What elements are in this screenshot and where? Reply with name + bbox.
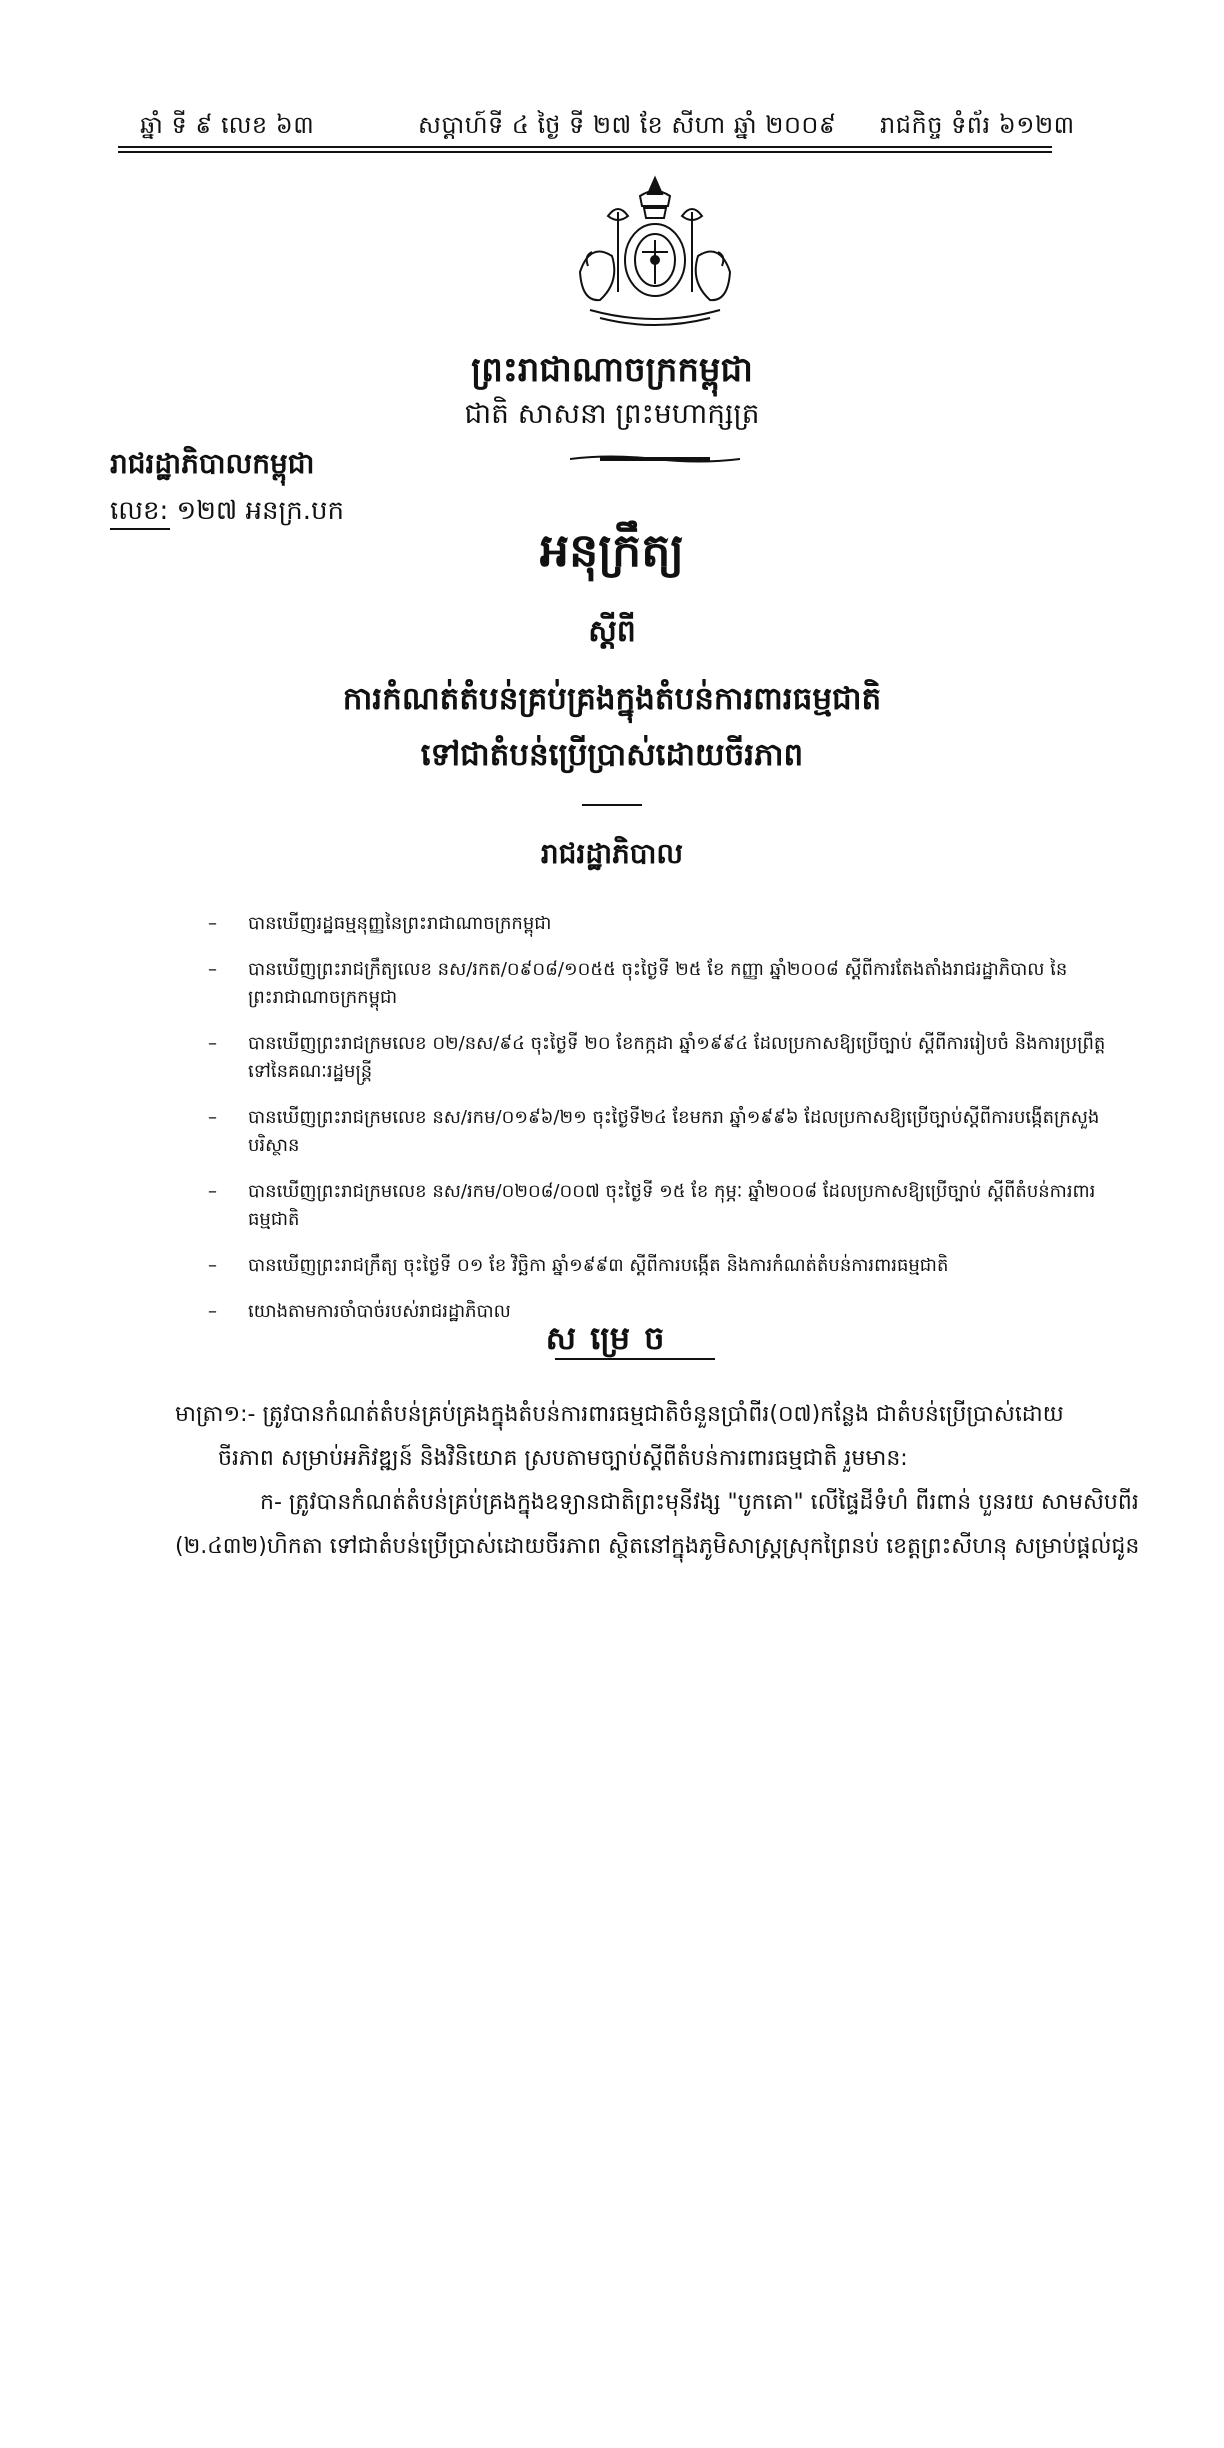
- list-item: – បានឃើញព្រះរាជក្រមលេខ នស/រកម/០២០៨/០០៧ ចុះថ្ងៃទី ១៥ ខែ កុម្ភៈ ឆ្នាំ២០០៨ ដែលប្រកាសឱ្យប្រើច្បាប់ ស្តីពីតំបន់ការពារធម្មជាតិ: [208, 1181, 1096, 1230]
- decision-heading-underline: [555, 1358, 715, 1360]
- article-1-line-2: ចីរភាព សម្រាប់អភិវឌ្ឍន៍ និងវិនិយោគ ស្របតាមច្បាប់ស្តីពីតំបន់ការពារធម្មជាតិ រួមមាន:: [218, 1446, 908, 1471]
- national-motto: ជាតិ សាសនា ព្រះមហាក្សត្រ: [464, 397, 760, 430]
- kingdom-name: ព្រះរាជាណាចក្រកម្ពុជា: [471, 350, 753, 390]
- ornament-divider-icon: [570, 452, 740, 466]
- reference-text: បានឃើញរដ្ឋធម្មនុញ្ញនៃព្រះរាជាណាចក្រកម្ពុជា: [248, 913, 552, 934]
- list-item: – បានឃើញព្រះរាជក្រមលេខ ០២/នស/៩៤ ចុះថ្ងៃទី ២០ ខែកក្កដា ឆ្នាំ១៩៩៤ ដែលប្រកាសឱ្យប្រើច្បាប់ ស្តីពីការរៀបចំ និងការប្រព្រឹត្តទៅនៃគណៈរដ្ឋមន្ត្រី: [208, 1033, 1106, 1082]
- reference-text: បានឃើញព្រះរាជក្រឹត្យ ចុះថ្ងៃទី ០១ ខែ វិច្ឆិកា ឆ្នាំ១៩៩៣ ស្តីពីការបង្កើត និងការកំណត់តំបន់ការពារធម្មជាតិ: [248, 1255, 949, 1276]
- document-number: លេខ: ១២៧ អនក្រ.បក: [110, 496, 345, 526]
- list-item: – បានឃើញព្រះរាជក្រមលេខ នស/រកម/០១៩៦/២១ ចុះថ្ងៃទី២៤ ខែមករា ឆ្នាំ១៩៩៦ ដែលប្រកាសឱ្យប្រើច្បាប់ស្តីពីការបង្កើតក្រសួងបរិស្ថាន: [208, 1107, 1100, 1156]
- gazette-date: សប្តាហ៍ទី ៤ ថ្ងៃ ទី ២៧ ខែ សីហា ឆ្នាំ ២០០៩: [418, 111, 837, 139]
- document-title-line-2: ទៅជាតំបន់ប្រើប្រាស់ដោយចីរភាព: [420, 737, 804, 773]
- gazette-page-number: រាជកិច្ច ទំព័រ ៦១២៣: [880, 111, 1075, 139]
- reference-text: យោងតាមការចាំបាច់របស់រាជរដ្ឋាភិបាល: [248, 1301, 511, 1322]
- article-1-line-4: (២.៤៣២)ហិកតា ទៅជាតំបន់ប្រើប្រាស់ដោយចីរភាព ស្ថិតនៅក្នុងភូមិសាស្ត្រស្រុកព្រៃនប់ ខេត្តព្រះសីហនុ សម្រាប់ផ្តល់ជូន: [175, 1534, 1140, 1559]
- reference-text: បានឃើញព្រះរាជក្រមលេខ នស/រកម/០១៩៦/២១ ចុះថ្ងៃទី២៤ ខែមករា ឆ្នាំ១៩៩៦ ដែលប្រកាសឱ្យប្រើច្បាប់ស្តីពីការបង្កើតក្រសួងបរិស្ថាន: [248, 1107, 1100, 1156]
- royal-coat-of-arms-emblem: [560, 172, 750, 332]
- list-item: – យោងតាមការចាំបាច់របស់រាជរដ្ឋាភិបាល: [208, 1301, 511, 1322]
- concerning-label: ស្តីពី: [588, 614, 636, 649]
- reference-text: បានឃើញព្រះរាជក្រមលេខ នស/រកម/០២០៨/០០៧ ចុះថ្ងៃទី ១៥ ខែ កុម្ភៈ ឆ្នាំ២០០៨ ដែលប្រកាសឱ្យប្រើច្បាប់ ស្តីពីតំបន់ការពារធម្មជាតិ: [248, 1181, 1096, 1230]
- header-rule-top: [118, 146, 1052, 148]
- list-item: – បានឃើញរដ្ឋធម្មនុញ្ញនៃព្រះរាជាណាចក្រកម្ពុជា: [208, 913, 552, 934]
- issuer-name: រាជរដ្ឋាភិបាលកម្ពុជា: [110, 447, 315, 480]
- reference-text: បានឃើញព្រះរាជក្រមលេខ ០២/នស/៩៤ ចុះថ្ងៃទី ២០ ខែកក្កដា ឆ្នាំ១៩៩៤ ដែលប្រកាសឱ្យប្រើច្បាប់ ស្តីពីការរៀបចំ និងការប្រព្រឹត្តទៅនៃគណៈរដ្ឋមន្ត្រី: [248, 1033, 1106, 1082]
- article-1-line-3: ក- ត្រូវបានកំណត់តំបន់គ្រប់គ្រងក្នុងឧទ្យានជាតិព្រះមុនីវង្ស "បូកគោ" លើផ្ទៃដីទំហំ ពីរពាន់ បួនរយ សាមសិបពីរ: [260, 1490, 1139, 1515]
- header-rule-bottom: [118, 151, 1052, 153]
- legal-references-list: [208, 910, 1108, 1344]
- gazette-year-issue: ឆ្នាំ ទី ៩ លេខ ៦៣: [140, 111, 315, 139]
- title-divider: [582, 804, 642, 806]
- list-item: – បានឃើញព្រះរាជក្រឹត្យលេខ នស/រកត/០៩០៨/១០៥៥ ចុះថ្ងៃទី ២៥ ខែ កញ្ញា ឆ្នាំ២០០៨ ស្តីពីការតែងតាំងរាជរដ្ឋាភិបាល នៃព្រះរាជាណាចក្រកម្ពុជា: [208, 959, 1068, 1008]
- decision-heading: សម្រេច: [545, 1319, 679, 1357]
- reference-text: បានឃើញព្រះរាជក្រឹត្យលេខ នស/រកត/០៩០៨/១០៥៥ ចុះថ្ងៃទី ២៥ ខែ កញ្ញា ឆ្នាំ២០០៨ ស្តីពីការតែងតាំងរាជរដ្ឋាភិបាល នៃព្រះរាជាណាចក្រកម្ពុជា: [248, 959, 1068, 1008]
- document-type: អនុក្រឹត្យ: [539, 523, 685, 577]
- document-title-line-1: ការកំណត់តំបន់គ្រប់គ្រងក្នុងតំបន់ការពារធម្មជាតិ: [342, 681, 882, 717]
- issuing-body: រាជរដ្ឋាភិបាល: [540, 837, 684, 870]
- article-1-line-1: មាត្រា១:- ត្រូវបានកំណត់តំបន់គ្រប់គ្រងក្នុងតំបន់ការពារធម្មជាតិចំនួនប្រាំពីរ(០៧)កន្លែង ជាតំបន់ប្រើប្រាស់ដោយ: [175, 1402, 1064, 1427]
- list-item: – បានឃើញព្រះរាជក្រឹត្យ ចុះថ្ងៃទី ០១ ខែ វិច្ឆិកា ឆ្នាំ១៩៩៣ ស្តីពីការបង្កើត និងការកំណត់តំបន់ការពារធម្មជាតិ: [208, 1255, 949, 1276]
